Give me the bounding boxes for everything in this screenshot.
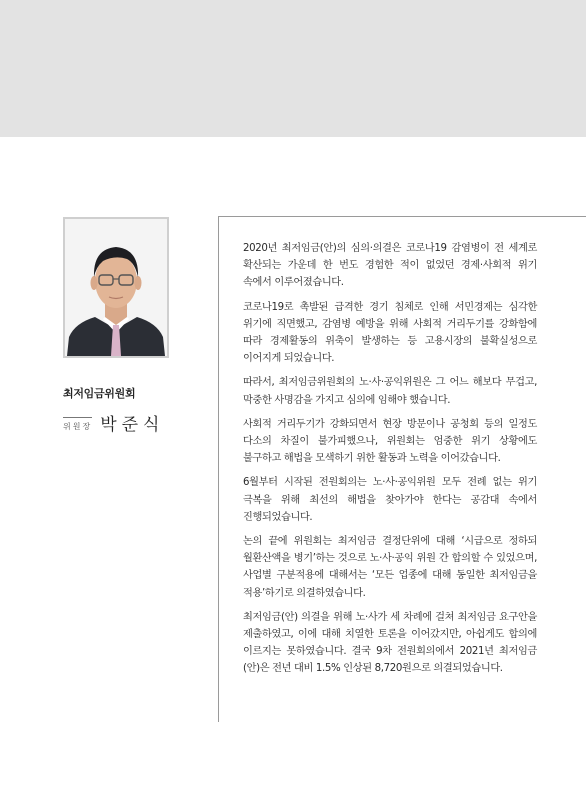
paragraph-4: 사회적 거리두기가 강화되면서 현장 방문이나 공청회 등의 일정도 다소의 차질이 불가피했으나, 위원회는 엄중한 위기 상황에도 불구하고 해법을 모색하기 위한 활동과 노력을 이어갔습니다. xyxy=(243,418,537,465)
paragraph-2: 코로나19로 촉발된 급격한 경기 침체로 인해 서민경제는 심각한 위기에 직면했고, 감염병 예방을 위해 사회적 거리두기를 강화함에 따라 경제활동의 위축이 발생하는 등 고용시장의 불확실성으로 이어지게 되었습니다. xyxy=(243,301,537,365)
header-band xyxy=(0,0,586,137)
paragraph-7: 최저임금(안) 의결을 위해 노·사가 세 차례에 걸쳐 최저임금 요구안을 제출하였고, 이에 대해 치열한 토론을 이어갔지만, 아쉽게도 합의에 이르지는 못하였습니다. 결국 9차 전원회의에서 2021년 최저임금(안)은 전년 대비 1.5% 인상된 8,720원으로 의결되었습니다. xyxy=(243,611,537,675)
frame-left-line xyxy=(218,216,219,722)
person-name: 박준식 xyxy=(100,415,165,435)
portrait-photo xyxy=(63,217,169,358)
portrait-image xyxy=(65,219,167,356)
chair-title xyxy=(63,410,164,435)
organization-name: 최저임금위원회 xyxy=(63,387,136,400)
message-body xyxy=(243,240,537,685)
frame-top-line xyxy=(218,216,586,217)
paragraph-5: 6월부터 시작된 전원회의는 노·사·공익위원 모두 전례 없는 위기 극복을 위해 최선의 해법을 찾아가야 한다는 공감대 속에서 진행되었습니다. xyxy=(243,477,537,523)
paragraph-1: 2020년 최저임금(안)의 심의·의결은 코로나19 감염병이 전 세계로 확산되는 가운데 한 번도 경험한 적이 없었던 경제·사회적 위기 속에서 이루어졌습니다. xyxy=(243,243,537,289)
role-label: 위원장 xyxy=(63,417,92,432)
paragraph-6: 논의 끝에 위원회는 최저임금 결정단위에 대해 ‘시급으로 정하되 월환산액을 병기’하는 것으로 노·사·공익 위원 간 합의할 수 있었으며, 사업별 구분적용에 대해서는 ‘모든 업종에 대해 동일한 최저임금을 적용’하기로 의결하였습니다. xyxy=(243,536,537,599)
paragraph-3: 따라서, 최저임금위원회의 노·사·공익위원은 그 어느 해보다 무겁고, 막중한 사명감을 가지고 심의에 임해야 했습니다. xyxy=(243,377,537,406)
